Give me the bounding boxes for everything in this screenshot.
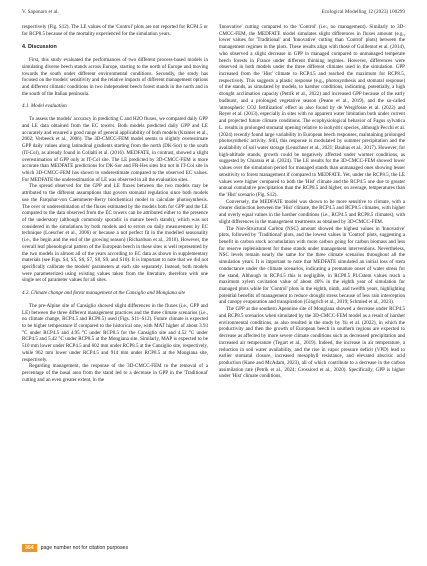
subsection-heading-climate-change: 4.2. Climate change and forest management at the Cansiglio and Mongiana site — [22, 290, 186, 297]
header-authors: V. Saponaro et al. — [22, 9, 59, 15]
page-footer — [22, 541, 128, 555]
paragraph: First, this study evaluated the performances of two different process-based models in simulating diverse beech stands across Europe, starting to the north of Europe and moving towards the south under different environmental conditions. Secondly, the study has focused on the models' sensitivity and the relative impacts of different management options and different climatic conditions in two independent beech forest stands in the north and in the south of the Italian peninsula. — [22, 57, 208, 97]
header-journal: Ecological Modelling 12 (2023) 100299 — [321, 9, 405, 15]
paragraph: The spread observed for the GPP and LE fluxes between the two models may be attributed to the different assumptions that govern stomatal regulation since both models use the Farquhar-von Caemmerer-Berry biochemical model to calculate photosynthesis. The over or underestimation of the fluxes estimated by the models both for GPP and the LE compared to the data observed from the EC towers can be attributed either to the presence of the understory (although commonly sporadic in mature beech stands), which was not considered in the simulations by both models and to errors on daily measurement by EC technique (Loescher et al., 2006) or because a not perfect fit in the modelled seasonality (i.e., the begin and the end of the growing season) (Richardson et al., 2010). However, the overall leaf phenological pattern of the European beech in these sites is well represented by the two models in almost all of the years according to EC data as shown in supplementary materials (see Figs. S4, S5, S6, S7, S8, S9, and S10). It is important to note that we did not specifically calibrate the models' parameters at each site separately. Instead, both models were parameterized using existing values taken from the literature, therefore with one single set of parameter values for all sites. — [22, 183, 208, 284]
paragraph: 'Innovative' cutting compared to the 'Control' (i.e., no management). Similarly to 3D-CMCC-FEM, the MEDFATE model simulates slight differences in fluxes amount (e.g., lower values for 'Traditional' and 'Innovative' cutting than 'Control' plots) between the management regimes in the plots. These results align with those of Guillemot et al. (2014), who observed a slight decrease in GPP in managed compared to unmanaged temperate beech forests in France under different thinning regimes. However, differences were observed in both models under the three different climates used in the simulation. GPP increased from the 'Hist' climate to RCP4.5 and reached the maximum for RCP8.5, respectively. This suggests a plastic response (e.g., photosynthesis and stomatal response) of the stands, as simulated by models, to harsher conditions, indicating, potentially, a high drought acclimation capacity (Petrík et al., 2022) and increased GPP because of the early budburst, and a prolonged vegetative season (Peano et al., 2019), and the so-called 'atmospheric CO2 fertilization' effect as also found by de Wergifosse et al. (2022) and Reyer et al. (2013), especially in sites with no apparent water limitation both under current and projected future climate conditions. The ecophysiological behavior of Fagus sylvatica L. results in prolonged stomatal opening relative to isohydric species, although Pecchi et al. (2024) recently found large variability in European beech responses, maintaining prolonged photosynthetic activity. Still, this response is modulated by summer precipitation and the availability of soil water storage (Leuschner et al., 2021; Bauhus et al., 2017). However, for high-altitude stands, growth could be negatively affected under warmer conditions, as suggested by Chiaraia et al. (2024). The LE results for the 3D-CMCC-FEM showed lower values over the simulation period for managed stands than unmanaged ones showing lesser sensitivity to forest management if compared to MEDFATE. Yet, under the RCP8.5, the LE values were higher compared to both the 'Hist' climate and the RCP4.5 one due to greater annual cumulative precipitation than the RCP8.5 and higher, on average, temperatures than the 'Hist' scenario (Fig. S12). — [219, 24, 405, 198]
paragraph: Conversely, the MEDFATE model was shown to be more sensitive to climate, with a clearer distinction between the 'Hist' climate, the RCP4.5 and RCP8.5 climates, with higher and overly equal values in the harsher conditions (i.e., RCP4.5 and RCP8.5 climates), with slight differences in the management treatments as obtained by 3D-CMCC-FEM. — [219, 198, 405, 225]
paragraph: Regarding management, the response of the 3D-CMCC-FEM to the removal of a percentage of the basal area from the stand led to a decrease in GPP in the 'Traditional' cutting and an even greater extent, in the — [22, 363, 208, 383]
subsection-heading-model-evaluation: 4.1. Model evaluation — [22, 103, 67, 110]
section-heading-discussion: 4. Discussion — [22, 44, 57, 51]
page-number: 354 — [22, 544, 37, 552]
left-column — [22, 24, 208, 384]
paragraph: To assess the models' accuracy in predicting C and H2O fluxes, we compared daily GPP and LE data obtained from the EC towers. Both models predicted daily GPP and LE accurately and ensured a good range of general applicability of both models (Kramer et al., 2002; Verbeeck et al., 2006). The 3D-CMCC-FEM model seems to slightly overestimate GPP daily values along latitudinal gradients starting from the north (DK-Sor) to the south (IT-Col), as already found in Collalti et al. (2016). MEDFATE, in contrast, showed a slight overestimation of GPP only at IT-Col site. The LE predicted by 3D-CMCC-FEM is more accurate than MEDFATE predictions for DK-Sor and FR-Hes sites but not in IT-Col site in which 3D-CMCC-FEM has shown to underestimate compared to the observed EC values. For MEDFATE the underestimation of LE was observed in all the evaluation sites. — [22, 116, 208, 183]
right-column — [219, 24, 405, 380]
running-header — [22, 9, 405, 19]
paragraph: respectively (Fig. S12). The LE values of the 'Control' plots are not reported for RCP4.5 or for RCP8.5 because of the mortality experienced for the simulation years. — [22, 24, 208, 37]
footer-note: page number not for citation purposes — [40, 545, 129, 551]
paragraph: The GPP at the southern Apennine site of Mongiana showed a decrease under RCP4.5 and RCP8.5 scenarios when simulated by the 3D-CMCC-FEM model as a result of harsher environmental conditions, as also resulted in the study by Yu et al. (2022), in which the productivity and then the growth of European beech in southern regions are expected to decrease as affected by more severe climate conditions such as decreased precipitation and increased air temperature (Tegart et al., 2019). Indeed, the increase in air temperature, a reduction in soil water availability, and the rise in vapor pressure deficit (VPD) lead to earlier stomatal closure, increased mesophyll resistance, and elevated abscisic acid production (Kane and McAdam, 2023), all of which contribute to a decrease in the carbon assimilation rate (Petrik et al., 2024; Grossiord et al., 2020). Specifically, GPP is higher under 'Hist' climate conditions, — [219, 306, 405, 380]
paragraph: The Non-Structural Carbon (NSC) amount showed the highest values in 'Innovative' plots, followed by 'Traditional' plots, and the lowest values in 'Control' plots, suggesting a benefit in carbon stock accumulation with more carbon going for carbon biomass and less for reserve replenishment for those stands under management interventions. Nevertheless, NSC levels remain nearly the same for the three climate scenarios throughout all the simulation years. It is important to note that MEDFATE simulated an initial loss of stem conductance under the climate scenarios, indicating a premature onset of water stress for the stand. Although in RCP4.5 this is negligible, in RCP8.5 PLCstem values reach a maximum xylem cavitation value of about 40% in the eighth year of simulation for managed plots while for 'Control' plots in the eighth, ninth, and twelfth years, highlighting potential benefits of management to reduce drought stress because of less rain interception and canopy evaporation and transpiration (Gingrich et al., 2019; Schmied et al., 2023). — [219, 225, 405, 306]
paragraph: The pre-Alpine site of Cansiglio showed slight differences in the fluxes (i.e., GPP and LE) between the three different management practices and the three climate scenarios (i.e., no climate change, RCP4.5 and RCP8.5) used (Figs. S11–S12). Future climate is expected to be higher temperature if compared to the historical one, with MAT higher of about 3.93 °C under RCP4.5 and 4.95 °C under RCP8.5 for the Cansiglio site and 4.52 °C under RCP4.5 and 5.42 °C under RCP8.5 at the Mongiana site. Similarly, MAP is expected to be 510 mm lower under RCP4.5 and 602 mm under RCP8.5 at the Cansiglio site, respectively, while 962 mm lower under RCP4.5 and 914 mm under RCP8.5 at the Mongiana site, respectively. — [22, 302, 208, 363]
